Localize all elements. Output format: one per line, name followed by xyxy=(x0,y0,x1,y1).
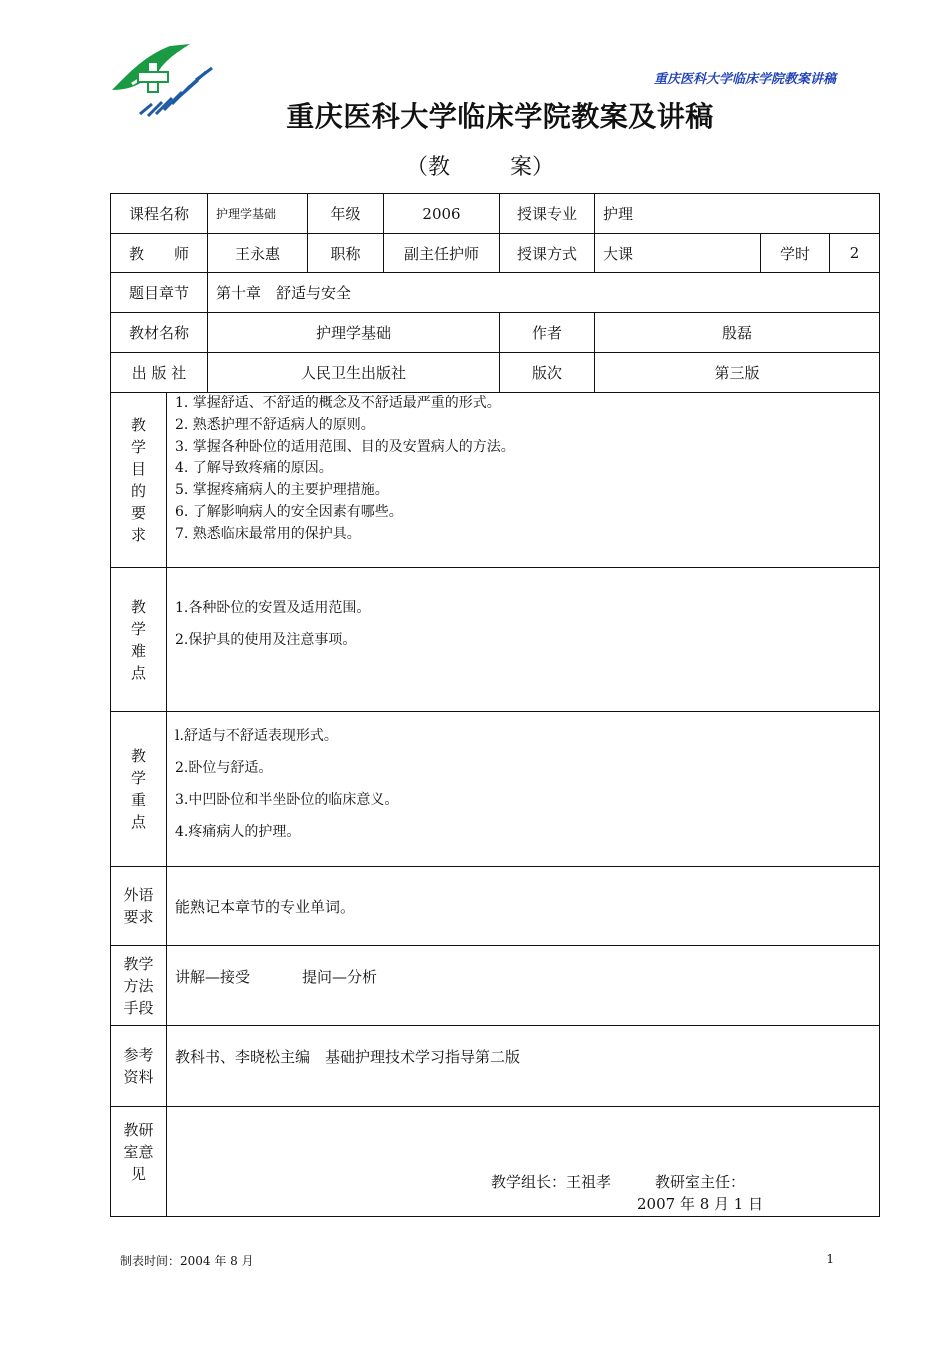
hours-value: 2 xyxy=(830,234,880,273)
difficulties-list xyxy=(167,568,880,712)
objectives-list xyxy=(167,393,880,568)
foreign-language-label: 外语 要求 xyxy=(111,867,167,946)
director: 教研室主任： xyxy=(655,1173,746,1191)
row-objectives xyxy=(111,393,880,568)
row-publisher xyxy=(111,353,880,393)
review-signatures xyxy=(491,1171,745,1192)
list-item: l.舒适与不舒适表现形式。 xyxy=(175,728,338,744)
publisher-label: 出 版 社 xyxy=(111,353,208,393)
textbook-label: 教材名称 xyxy=(111,313,208,353)
mode-label: 授课方式 xyxy=(500,234,595,273)
title-value: 副主任护师 xyxy=(384,234,500,273)
subtitle-left: （教 xyxy=(405,155,450,180)
row-teacher xyxy=(111,234,880,273)
list-item: 2.卧位与舒适。 xyxy=(175,760,273,776)
methods-value xyxy=(167,946,880,1026)
key-points-list xyxy=(167,712,880,867)
chapter-value: 第十章 舒适与安全 xyxy=(208,273,880,313)
major-value: 护理 xyxy=(595,194,880,234)
list-item: 7. 熟悉临床最常用的保护具。 xyxy=(175,525,361,542)
author-label: 作者 xyxy=(500,313,595,353)
row-textbook xyxy=(111,313,880,353)
list-item: 2.保护具的使用及注意事项。 xyxy=(175,632,357,648)
method-a: 讲解—接受 xyxy=(175,968,251,986)
row-methods xyxy=(111,946,880,1026)
group-leader: 教学组长：王祖孝 xyxy=(491,1173,612,1191)
subtitle-right: 案） xyxy=(510,155,555,180)
review-content xyxy=(167,1107,880,1217)
difficulties-label: 教 学 难 点 xyxy=(111,568,167,712)
key-points-label: 教 学 重 点 xyxy=(111,712,167,867)
list-item: 5. 掌握疼痛病人的主要护理措施。 xyxy=(175,482,389,499)
grade-label: 年级 xyxy=(308,194,384,234)
publisher-value: 人民卫生出版社 xyxy=(208,353,500,393)
teacher-label: 教 师 xyxy=(111,234,208,273)
title-label: 职称 xyxy=(308,234,384,273)
row-difficulties xyxy=(111,568,880,712)
row-review xyxy=(111,1107,880,1217)
row-references xyxy=(111,1026,880,1107)
page-title: 重庆医科大学临床学院教案及讲稿 xyxy=(286,100,714,133)
course-label: 课程名称 xyxy=(111,194,208,234)
row-key-points xyxy=(111,712,880,867)
hours-label: 学时 xyxy=(761,234,830,273)
objectives-label: 教 学 目 的 要 求 xyxy=(111,393,167,568)
major-label: 授课专业 xyxy=(500,194,595,234)
row-chapter xyxy=(111,273,880,313)
list-item: 2. 熟悉护理不舒适病人的原则。 xyxy=(175,416,375,433)
foreign-language-value: 能熟记本章节的专业单词。 xyxy=(167,867,880,946)
grade-value: 2006 xyxy=(384,194,500,234)
edition-label: 版次 xyxy=(500,353,595,393)
row-course xyxy=(111,194,880,234)
references-value: 教科书、李晓松主编 基础护理技术学习指导第二版 xyxy=(167,1026,880,1107)
list-item: 6. 了解影响病人的安全因素有哪些。 xyxy=(175,503,403,520)
made-time: 制表时间：2004 年 8 月 xyxy=(120,1254,254,1268)
references-label: 参考 资料 xyxy=(111,1026,167,1107)
list-item: 1. 掌握舒适、不舒适的概念及不舒适最严重的形式。 xyxy=(175,395,501,411)
row-foreign-language xyxy=(111,867,880,946)
author-value: 殷磊 xyxy=(595,313,880,353)
lesson-plan-table xyxy=(110,193,880,1217)
review-label: 教研 室意 见 xyxy=(111,1107,167,1217)
method-b: 提问—分析 xyxy=(302,968,378,986)
edition-value: 第三版 xyxy=(595,353,880,393)
page-number: 1 xyxy=(826,1252,834,1266)
list-item: 1.各种卧位的安置及适用范围。 xyxy=(175,600,371,616)
textbook-value: 护理学基础 xyxy=(208,313,500,353)
list-item: 4. 了解导致疼痛的原因。 xyxy=(175,460,333,477)
course-value: 护理学基础 xyxy=(208,194,308,234)
chapter-label: 题目章节 xyxy=(111,273,208,313)
list-item: 3. 掌握各种卧位的适用范围、目的及安置病人的方法。 xyxy=(175,438,515,455)
teacher-value: 王永惠 xyxy=(208,234,308,273)
review-date: 2007 年 8 月 1 日 xyxy=(637,1195,764,1213)
list-item: 4.疼痛病人的护理。 xyxy=(175,824,301,840)
methods-label: 教学 方法 手段 xyxy=(111,946,167,1026)
page-subtitle xyxy=(300,150,660,181)
running-title: 重庆医科大学临床学院教案讲稿 xyxy=(653,72,836,87)
mode-value: 大课 xyxy=(595,234,761,273)
list-item: 3.中凹卧位和半坐卧位的临床意义。 xyxy=(175,792,399,808)
